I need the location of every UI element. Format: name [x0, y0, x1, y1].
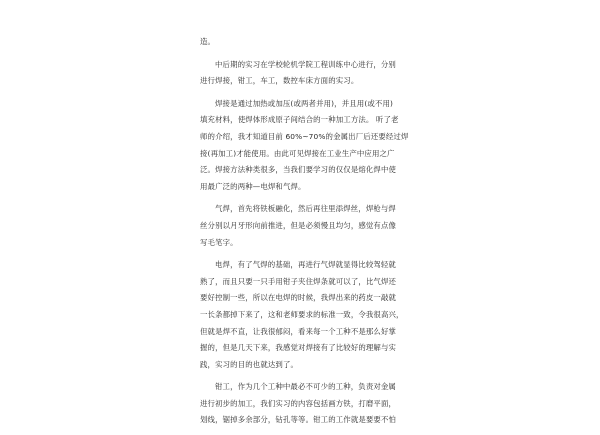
text-line: 但就是焊不直，让我很郁闷，看来每一个工种不是那么好掌: [200, 326, 397, 336]
text-line: 熟了，而且只要一只手用钳子夹住焊条就可以了，比气焊还: [200, 276, 397, 286]
paragraph-3: [200, 96, 409, 196]
text-line: 中后期的实习在学校轮机学院工程训练中心进行，分别: [215, 59, 396, 69]
text-line: 师的介绍，我才知道目前 60%~70%的金属出厂后还要经过焊: [200, 131, 409, 141]
text-line: 泛。焊接方法种类很多，当我们要学习的仅仅是熔化焊中使: [200, 165, 397, 175]
text-line: 进行初步的加工，我们实习的内容包括画方铁，打磨平面，: [200, 398, 397, 408]
text-line: 钳工，作为几个工种中最必不可少的工种，负责对金属: [215, 382, 396, 392]
text-line: 要好控制一些，所以在电焊的时候，我焊出来的药皮一敲就: [200, 293, 397, 303]
text-line: 写毛笔字。: [200, 237, 238, 247]
paragraph-2: [200, 57, 406, 90]
text-line: 一长条都掉下来了，这和老师要求的标准一致，令我很高兴，: [200, 309, 404, 319]
text-line: 丝分别以月牙形向前推进，但是必须慢且均匀，感觉有点像: [200, 220, 397, 230]
paragraph-6: [200, 379, 406, 429]
text-line: 填充材料，使焊体形成原子间结合的一种加工方法。 听了老: [200, 115, 399, 125]
text-line: 电焊，有了气焊的基础，再进行气焊就显得比较驾轻就: [215, 260, 396, 270]
text-line: 划线，锯掉多余部分，钻孔等等。钳工的工作就是要要不怕: [200, 415, 397, 425]
text-line: 焊接是通过加热或加压(或两者并用)，并且用(或不用): [215, 98, 394, 108]
text-line: 接(再加工)才能使用。由此可见焊接在工业生产中应用之广: [200, 148, 395, 158]
text-line: 气焊，首先将铁板融化，然后再往里添焊丝，焊枪与焊: [215, 204, 396, 214]
paragraph-4: [200, 201, 406, 251]
text-line: 用最广泛的两种—电焊和气焊。: [200, 181, 306, 191]
text-line: 造。: [200, 37, 216, 46]
paragraph-5: [200, 257, 406, 373]
text-line: 握的，但是几天下来，我感觉对焊接有了比较好的理解与实: [200, 343, 397, 353]
text-line: 进行焊接，钳工，车工，数控车床方面的实习。: [200, 76, 359, 86]
document-body: [200, 34, 409, 435]
paragraph-1: [200, 34, 406, 51]
text-line: 践，实习的目的也就达到了。: [200, 359, 299, 369]
